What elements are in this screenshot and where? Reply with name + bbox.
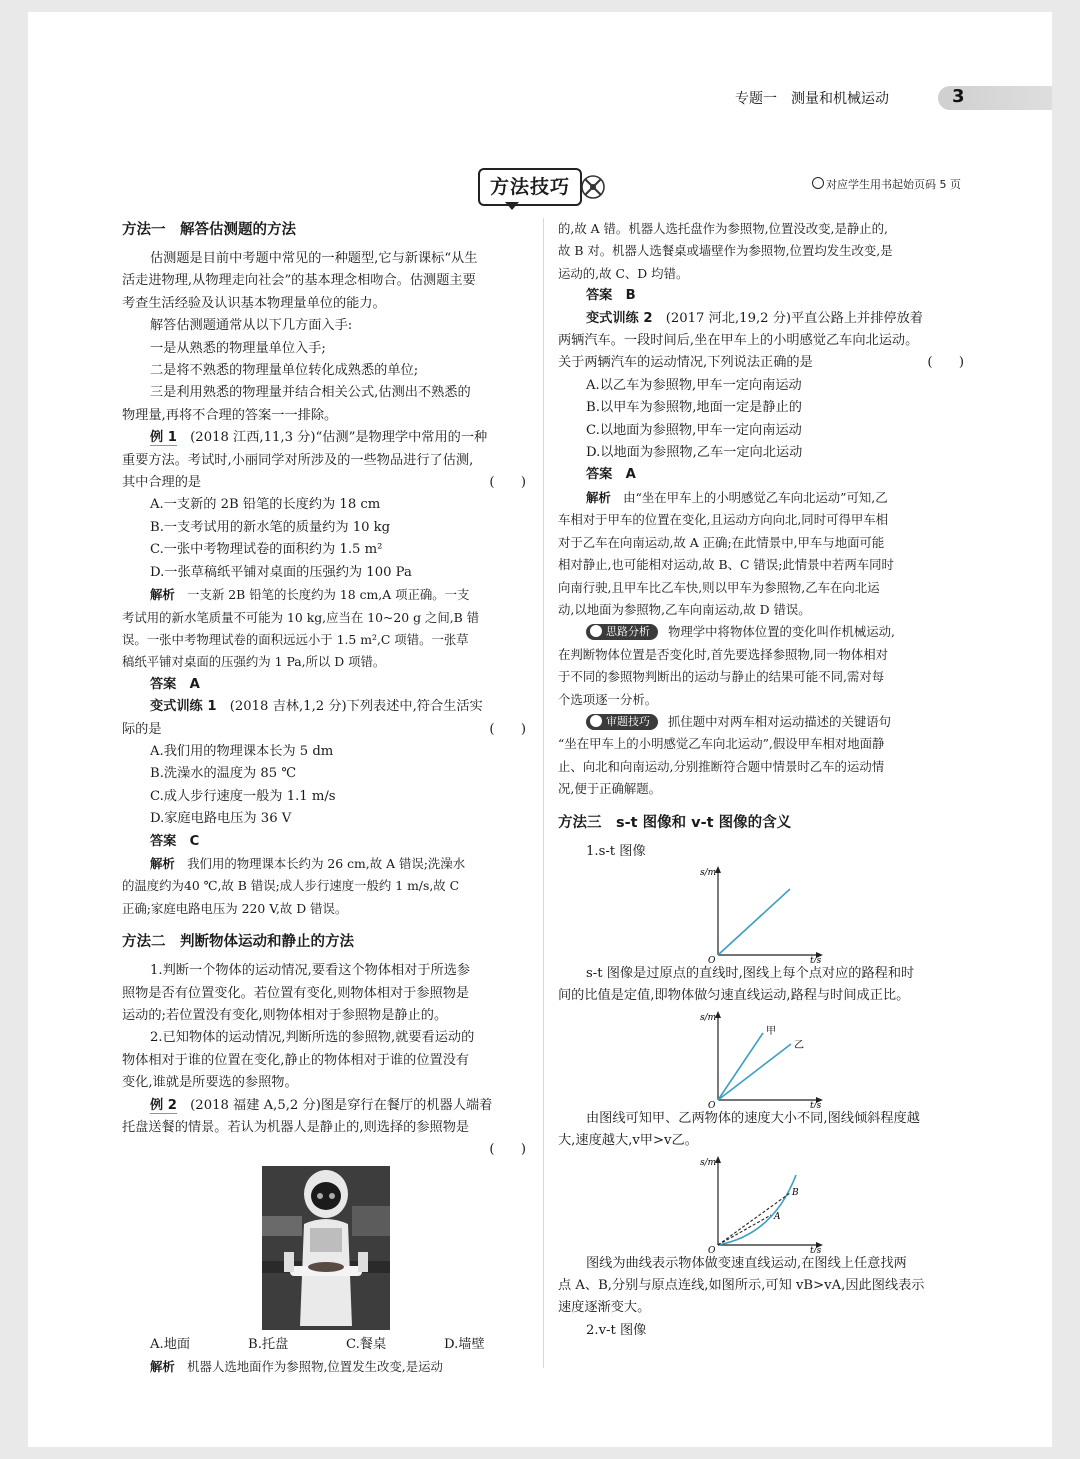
idea-analysis-line: [558, 621, 968, 643]
variant1-stem: [122, 696, 530, 718]
option: A.我们用的物理课本长为 5 dm: [150, 743, 334, 759]
option: B.以甲车为参照物,地面一定是静止的: [586, 400, 802, 416]
answer-label: 答案: [586, 467, 613, 483]
option: D.墙壁: [444, 1336, 485, 1352]
paragraph-line: 两辆汽车。一段时间后,坐在甲车上的小明感觉乙车向北运动。: [558, 333, 919, 349]
analysis-label: 解析: [150, 1359, 175, 1375]
paragraph-line: s-t 图像是过原点的直线时,图线上每个点对应的路程和时: [586, 965, 915, 981]
analysis-line: 运动的,故 C、D 均错。: [558, 265, 689, 281]
reading-tip-badge: [586, 714, 658, 730]
answer-blank: ( ): [489, 475, 526, 491]
stem-text: (2018 吉林,1,2 分)下列表述中,符合生活实: [229, 699, 483, 715]
magnifier-icon: [590, 715, 602, 727]
analysis-line: 考试用的新水笔质量不可能为 10 kg,应当在 10~20 g 之间,B 错: [122, 609, 480, 625]
badge-text: 思路分析: [606, 625, 650, 639]
option: A.以乙车为参照物,甲车一定向南运动: [586, 377, 802, 393]
tip-line: 止、向北和向南运动,分别推断符合题中情景时乙车的运动情: [558, 758, 885, 774]
method3-title: 方法三 s-t 图像和 v-t 图像的含义: [558, 814, 792, 831]
paragraph-line: 重要方法。考试时,小丽同学对所涉及的一些物品进行了估测,: [122, 452, 474, 468]
option: B.托盘: [248, 1336, 289, 1352]
y-axis-label: s/m: [700, 1012, 717, 1023]
analysis-line: 的,故 A 错。机器人选托盘作为参照物,位置没改变,是静止的,: [558, 221, 888, 236]
paragraph-line: 托盘送餐的情景。若认为机器人是静止的,则选择的参照物是: [122, 1120, 470, 1136]
example1-label: 例 1: [150, 430, 177, 446]
series-yi-label: 乙: [794, 1039, 804, 1051]
robot-waiter-photo: [262, 1166, 390, 1330]
analysis-line: 车相对于甲车的位置在变化,且运动方向向北,同时可得甲车相: [558, 512, 889, 528]
option: D.一张草稿纸平铺对桌面的压强约为 100 Pa: [150, 564, 412, 580]
paragraph-line: 物理量,再将不合理的答案一一排除。: [122, 407, 338, 423]
answer-label: 答案: [586, 288, 613, 304]
st-graph-variable: [558, 1153, 968, 1253]
idea-line: 于不同的参照物判断出的运动与静止的结果可能不同,需对每: [558, 669, 885, 685]
variant2-stem: [558, 308, 968, 330]
reference-note-text: 对应学生用书起始页码 5 页: [826, 178, 961, 191]
answer-value: A: [625, 467, 636, 483]
robot-illustration: [262, 1166, 390, 1330]
idea-analysis-badge: [586, 624, 658, 640]
stem-text: 其中合理的是: [122, 475, 202, 491]
right-column: [558, 218, 968, 1342]
stem-text: 际的是: [122, 721, 162, 737]
stem-text: (2018 江西,11,3 分)“估测”是物理学中常用的一种: [190, 430, 488, 446]
bulb-icon: [590, 625, 602, 637]
paragraph-line: 运动的;若位置没有变化,则物体相对于参照物是静止的。: [122, 1008, 448, 1023]
option: B.洗澡水的温度为 85 ℃: [150, 766, 297, 782]
chord-oa: [718, 1215, 771, 1245]
answer-value: A: [189, 676, 200, 692]
answer-blank: ( ): [489, 721, 526, 737]
answer-label: 答案: [150, 676, 177, 692]
tip-line: 况,便于正确解题。: [558, 781, 662, 797]
running-head: 专题一 测量和机械运动: [735, 91, 889, 107]
paragraph-line: 由图线可知甲、乙两物体的速度大小不同,图线倾斜程度越: [586, 1110, 920, 1126]
stem-text: (2017 河北,19,2 分)平直公路上并排停放着: [665, 310, 923, 326]
option: D.家庭电路电压为 36 V: [150, 811, 292, 827]
tip-line: [558, 711, 968, 733]
option: C.以地面为参照物,甲车一定向南运动: [586, 422, 802, 438]
x-axis-label: t/s: [810, 1245, 822, 1253]
uniform-line: [718, 889, 790, 955]
example2-label: 例 2: [150, 1097, 177, 1113]
column-divider: [543, 218, 544, 1368]
answer-label: 答案: [150, 833, 177, 849]
paragraph-line: 物体相对于谁的位置在变化,静止的物体相对于谁的位置没有: [122, 1052, 470, 1068]
analysis-text: 一支新 2B 铅笔的长度约为 18 cm,A 项正确。一支: [187, 587, 470, 603]
paragraph-line: 照物是否有位置变化。若位置有变化,则物体相对于参照物是: [122, 985, 470, 1001]
tip-line: “坐在甲车上的小明感觉乙车向北运动”,假设甲车相对地面静: [558, 736, 885, 752]
option: C.餐桌: [346, 1336, 387, 1352]
analysis-text: 我们用的物理课本长约为 26 cm,故 A 错误;洗澡水: [187, 855, 466, 871]
analysis-line: [558, 487, 968, 509]
answer-blank: ( ): [489, 1142, 526, 1158]
x-axis-label: t/s: [810, 1100, 822, 1108]
point-a-label: A: [774, 1211, 781, 1222]
point-b-label: B: [792, 1187, 799, 1198]
analysis-line: [122, 853, 530, 875]
analysis-text: 由“坐在甲车上的小明感觉乙车向北运动”可知,乙: [623, 489, 888, 505]
answer-value: B: [625, 288, 636, 304]
idea-line: 个选项逐一分析。: [558, 691, 658, 707]
answer-line: [122, 674, 530, 696]
paragraph-line: 估测题是目前中考题中常见的一种题型,它与新课标“从生: [150, 251, 478, 266]
paragraph-line: 2.已知物体的运动情况,判断所选的参照物,就要看运动的: [150, 1030, 475, 1046]
origin-label: O: [708, 1100, 716, 1108]
analysis-line: 对于乙车在向南运动,故 A 正确;在此情景中,甲车与地面可能: [558, 534, 885, 550]
paragraph-line: 间的比值是定值,即物体做匀速直线运动,路程与时间成正比。: [558, 988, 910, 1004]
paragraph-line: 点 A、B,分别与原点连线,如图所示,可知 vB>vA,因此图线表示: [558, 1278, 925, 1293]
idea-text: 物理学中将物体位置的变化叫作机械运动,: [668, 624, 895, 640]
option: B.一支考试用的新水笔的质量约为 10 kg: [150, 519, 391, 535]
analysis-line: 正确;家庭电路电压为 220 V,故 D 错误。: [122, 900, 348, 916]
line-yi: [718, 1044, 791, 1100]
st-graph-uniform: [558, 863, 968, 963]
line-jia: [718, 1033, 763, 1100]
left-column: [122, 218, 530, 1379]
curve-line: [718, 1175, 796, 1245]
subheading: 2.v-t 图像: [586, 1322, 647, 1338]
idea-line: 在判断物体位置是否变化时,首先要选择参照物,同一物体相对: [558, 646, 889, 662]
paragraph-line: 变化,谁就是所要选的参照物。: [122, 1075, 298, 1091]
analysis-label: 解析: [586, 489, 611, 505]
variant2-label: 变式训练 2: [586, 310, 653, 326]
paragraph-line: 1.判断一个物体的运动情况,要看这个物体相对于所选参: [150, 963, 471, 979]
banner-pointer: [505, 202, 519, 210]
paragraph-line: 二是将不熟悉的物理量单位转化成熟悉的单位;: [150, 363, 419, 379]
example2-stem: [122, 1095, 530, 1117]
y-axis-label: s/m: [700, 1157, 717, 1168]
analysis-line: 稿纸平铺对桌面的压强约为 1 Pa,所以 D 项错。: [122, 654, 386, 670]
y-axis-label: s/m: [700, 867, 717, 878]
variant1-label: 变式训练 1: [150, 699, 217, 715]
analysis-label: 解析: [150, 587, 175, 603]
variant1-stem-end: [122, 719, 530, 741]
tools-icon: [578, 172, 608, 202]
series-jia-label: 甲: [766, 1025, 776, 1037]
answer-blank: ( ): [927, 355, 964, 371]
answer-value: C: [189, 833, 200, 849]
paragraph-line: 考查生活经验及认识基本物理量单位的能力。: [122, 295, 386, 311]
paragraph-line: 大,速度越大,v甲>v乙。: [558, 1133, 698, 1149]
subheading: 1.s-t 图像: [586, 843, 646, 859]
analysis-line: 动,以地面为参照物,乙车向南运动,故 D 错误。: [558, 601, 811, 617]
example1-stem: [122, 427, 530, 449]
paragraph-line: 图线为曲线表示物体做变速直线运动,在图线上任意找两: [586, 1255, 907, 1271]
answer-line: [122, 831, 530, 853]
analysis-line: [122, 584, 530, 606]
answer-line: [558, 464, 968, 486]
option: D.以地面为参照物,乙车一定向北运动: [586, 445, 803, 461]
method2-title: 方法二 判断物体运动和静止的方法: [122, 934, 354, 951]
paragraph-line: 三是利用熟悉的物理量并结合相关公式,估测出不熟悉的: [150, 385, 471, 401]
analysis-line: 向南行驶,且甲车比乙车快,则以甲车为参照物,乙车在向北运: [558, 579, 880, 595]
option: C.成人步行速度一般为 1.1 m/s: [150, 788, 336, 804]
analysis-line: 误。一张中考物理试卷的面积远远小于 1.5 m²,C 项错。一张草: [122, 631, 469, 647]
paragraph-line: 一是从熟悉的物理量单位入手;: [150, 340, 326, 356]
section-banner: 方法技巧: [478, 168, 582, 206]
paragraph-line: 解答估测题通常从以下几方面入手:: [150, 318, 353, 334]
analysis-line: [122, 1356, 530, 1378]
origin-label: O: [708, 1245, 716, 1253]
reference-note: [812, 176, 961, 192]
check-circle-icon: [812, 177, 824, 189]
analysis-line: 的温度约为40 ℃,故 B 错误;成人步行速度一般约 1 m/s,故 C: [122, 878, 460, 894]
origin-label: O: [708, 955, 716, 963]
paragraph-line: 速度逐渐变大。: [558, 1300, 651, 1316]
page-number: 3: [952, 86, 965, 107]
stem-text: (2018 福建 A,5,2 分)图是穿行在餐厅的机器人端着: [190, 1097, 493, 1113]
example1-stem-end: [122, 472, 530, 494]
analysis-text: 机器人选地面作为参照物,位置发生改变,是运动: [187, 1359, 443, 1375]
badge-text: 审题技巧: [606, 714, 650, 728]
tip-text: 抓住题中对两车相对运动描述的关键语句: [668, 713, 892, 729]
answer-blank-line: [122, 1139, 530, 1161]
analysis-label: 解析: [150, 855, 175, 871]
st-graph-compare: [558, 1008, 968, 1108]
paragraph-line: 活走进物理,从物理走向社会”的基本理念相吻合。估测题主要: [122, 273, 476, 289]
option: C.一张中考物理试卷的面积约为 1.5 m²: [150, 542, 383, 558]
method1-title: 方法一 解答估测题的方法: [122, 222, 296, 238]
variant2-stem-end: [558, 352, 968, 374]
analysis-line: 故 B 对。机器人选餐桌或墙壁作为参照物,位置均发生改变,是: [558, 243, 893, 259]
answer-line: [558, 285, 968, 307]
option: A.地面: [150, 1336, 191, 1352]
stem-text: 关于两辆汽车的运动情况,下列说法正确的是: [558, 355, 813, 371]
analysis-line: 相对静止,也可能相对运动,故 B、C 错误;此情景中若两车同时: [558, 557, 894, 573]
x-axis-label: t/s: [810, 955, 822, 963]
example2-options: [122, 1334, 530, 1356]
option: A.一支新的 2B 铅笔的长度约为 18 cm: [150, 497, 381, 513]
